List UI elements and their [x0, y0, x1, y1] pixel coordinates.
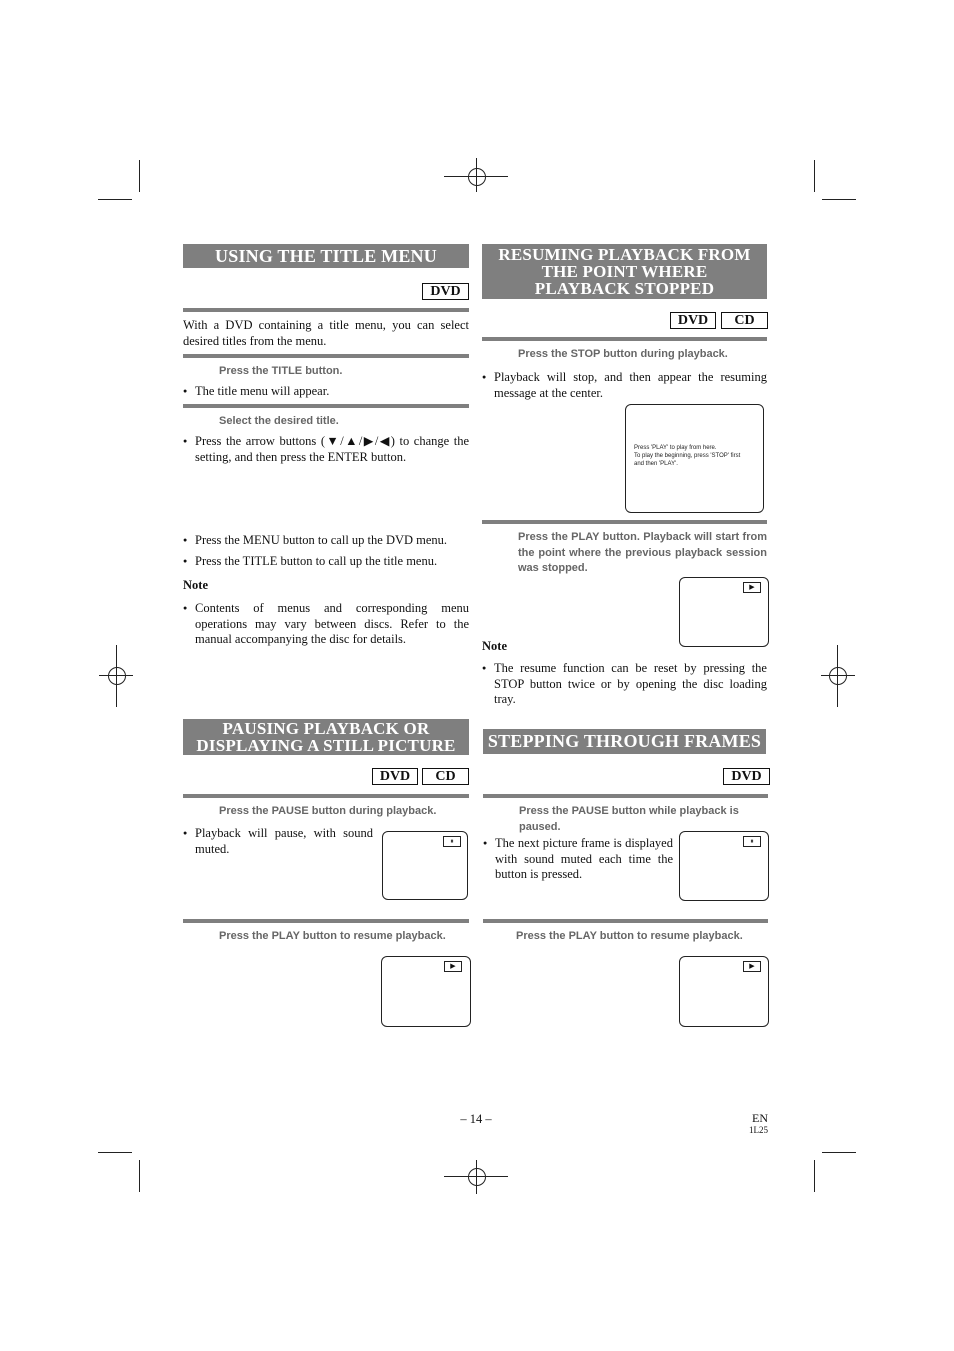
registration-mark: [829, 667, 847, 685]
step-instruction: Press the TITLE button.: [219, 365, 343, 377]
divider: [183, 354, 469, 358]
bullet-icon: ●: [483, 839, 488, 847]
note-item: [482, 661, 767, 708]
crop-mark: [822, 199, 856, 200]
pause-icon: ⏸: [443, 836, 461, 847]
divider: [483, 919, 768, 923]
tv-screen: [679, 831, 769, 901]
dvd-badge: DVD: [372, 768, 418, 785]
dvd-badge: DVD: [422, 283, 469, 300]
bullet-icon: ●: [482, 373, 487, 381]
bullet-icon: ●: [183, 437, 188, 445]
divider: [482, 337, 767, 341]
section-header-line: THE POINT WHERE: [541, 262, 708, 281]
divider: [183, 308, 469, 312]
bullet-item: [183, 533, 469, 549]
section-header-text: USING THE TITLE MENU: [215, 246, 437, 266]
bullet-item: [482, 370, 767, 401]
tv-screen: [381, 956, 471, 1027]
divider: [183, 919, 469, 923]
section-header-line: PAUSING PLAYBACK OR: [222, 719, 430, 738]
bullet-item: [183, 384, 469, 400]
step-instruction: Press the PAUSE button during playback.: [219, 805, 437, 817]
registration-mark: [468, 1168, 486, 1186]
tv-screen: [679, 956, 769, 1027]
bullet-text: Press the MENU button to call up the DVD menu.: [195, 533, 448, 547]
section-header: [483, 729, 766, 754]
dvd-badge: DVD: [723, 768, 770, 785]
bullet-icon: ●: [482, 664, 487, 672]
cd-badge: CD: [721, 312, 768, 329]
section-header-text: STEPPING THROUGH FRAMES: [487, 731, 762, 751]
section-header-line: DISPLAYING A STILL PICTURE: [196, 736, 456, 755]
cd-badge: CD: [422, 768, 469, 785]
note-item: [183, 601, 469, 648]
bullet-text: The next picture frame is displayed with sound muted each time the button is pressed.: [495, 836, 673, 881]
note-text: The resume function can be reset by pressing the STOP button twice or by opening the disc loading tray.: [494, 661, 767, 706]
bullet-text: Playback will pause, with sound muted.: [195, 826, 373, 856]
crop-mark: [814, 160, 815, 192]
divider: [482, 520, 767, 524]
section-header: [183, 244, 469, 268]
note-label: Note: [183, 578, 208, 592]
section-header-line: PLAYBACK STOPPED: [534, 279, 715, 298]
intro-text: With a DVD containing a title menu, you can select desired titles from the menu.: [183, 318, 469, 348]
play-icon: ▶: [444, 961, 462, 972]
crop-mark: [814, 1160, 815, 1192]
step-instruction: Press the PAUSE button while playback is paused.: [519, 805, 739, 833]
bullet-icon: ●: [183, 604, 188, 612]
section-header: [482, 244, 767, 299]
note-label: Note: [482, 639, 507, 653]
bullet-text: Press the TITLE button to call up the title menu.: [195, 554, 438, 568]
bullet-text: Playback will stop, and then appear the resuming message at the center.: [494, 370, 767, 400]
dvd-badge: DVD: [670, 312, 716, 329]
note-text: Contents of menus and corresponding menu operations may vary between discs. Refer to the manual accompanying the disc for details.: [195, 601, 469, 646]
divider: [483, 794, 768, 798]
tv-screen: [625, 404, 764, 513]
bullet-text: The title menu will appear.: [195, 384, 330, 398]
crop-mark: [139, 1160, 140, 1192]
tv-screen: [679, 577, 769, 647]
bullet-icon: ●: [183, 387, 188, 395]
step-instruction: Press the PLAY button. Playback will start from the point where the previous playback session was stopped.: [518, 531, 767, 574]
bullet-icon: ●: [183, 557, 188, 565]
page-number: – 14 –: [460, 1112, 492, 1126]
play-icon: ▶: [743, 582, 761, 593]
pause-icon: ⏸: [743, 836, 761, 847]
section-header-line: RESUMING PLAYBACK FROM: [498, 245, 751, 264]
resume-message-line: To play the beginning, press 'STOP' first: [634, 453, 741, 459]
resume-message: [634, 444, 762, 468]
tv-screen: [382, 831, 468, 900]
bullet-icon: ●: [183, 536, 188, 544]
registration-mark: [108, 667, 126, 685]
bullet-item: [183, 826, 373, 857]
crop-mark: [98, 199, 132, 200]
model-code: 1L25: [749, 1125, 768, 1135]
bullet-text: Press the arrow buttons (▼/▲/▶/◀) to change the setting, and then press the ENTER button.: [195, 434, 469, 464]
resume-message-line: and then 'PLAY'.: [634, 461, 678, 467]
play-icon: ▶: [743, 961, 761, 972]
divider: [183, 404, 469, 408]
section-header: [183, 719, 469, 755]
bullet-icon: ●: [183, 829, 188, 837]
crop-mark: [139, 160, 140, 192]
step-instruction: Press the STOP button during playback.: [518, 348, 728, 360]
resume-message-line: Press 'PLAY' to play from here.: [634, 445, 717, 451]
bullet-item: [483, 836, 673, 883]
bullet-item: [183, 434, 469, 465]
crop-mark: [98, 1152, 132, 1153]
registration-mark: [468, 168, 486, 186]
step-instruction: Press the PLAY button to resume playback.: [516, 930, 743, 942]
step-instruction: Press the PLAY button to resume playback.: [219, 930, 446, 942]
step-instruction: Select the desired title.: [219, 415, 339, 427]
divider: [183, 794, 469, 798]
bullet-item: [183, 554, 469, 570]
crop-mark: [822, 1152, 856, 1153]
language-code: EN: [752, 1111, 768, 1125]
